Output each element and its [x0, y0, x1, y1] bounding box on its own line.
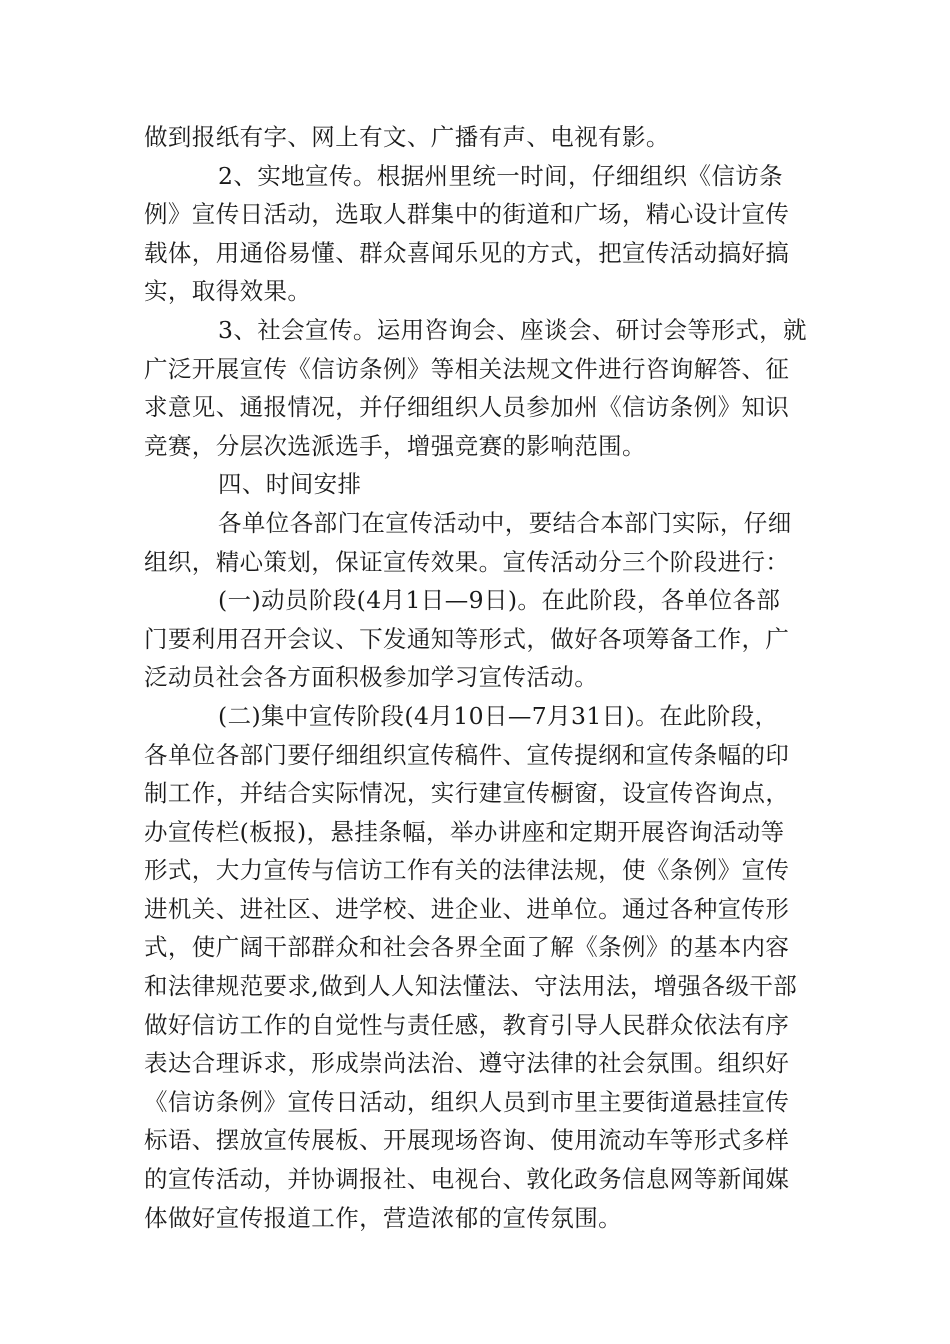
text-line: 做好信访工作的自觉性与责任感，教育引导人民群众依法有序	[144, 1010, 790, 1039]
text-line: 竞赛，分层次选派选手，增强竞赛的影响范围。	[144, 431, 646, 460]
document-body	[144, 118, 806, 1237]
text-line: 例》宣传日活动，选取人群集中的街道和广场，精心设计宣传	[144, 200, 790, 229]
text-line: 门要利用召开会议、下发通知等形式，做好各项筹备工作，广	[144, 624, 790, 653]
text-line: 形式，大力宣传与信访工作有关的法律法规，使《条例》宣传	[144, 856, 790, 885]
text-line: 泛动员社会各方面积极参加学习宣传活动。	[144, 663, 599, 692]
text-line: 实，取得效果。	[144, 277, 312, 306]
text-line: 各单位各部门在宣传活动中，要结合本部门实际，仔细	[218, 508, 792, 537]
text-line: 3、社会宣传。运用咨询会、座谈会、研讨会等形式，就	[218, 315, 807, 344]
text-line: 办宣传栏(板报)，悬挂条幅，举办讲座和定期开展咨询活动等	[144, 817, 785, 846]
text-line: 四、时间安排	[218, 470, 362, 499]
text-line: 求意见、通报情况，并仔细组织人员参加州《信访条例》知识	[144, 393, 790, 422]
text-line: 体做好宣传报道工作，营造浓郁的宣传氛围。	[144, 1203, 622, 1232]
text-line: 各单位各部门要仔细组织宣传稿件、宣传提纲和宣传条幅的印	[144, 740, 790, 769]
text-line: 组织，精心策划，保证宣传效果。宣传活动分三个阶段进行：	[144, 547, 790, 576]
text-line: 做到报纸有字、网上有文、广播有声、电视有影。	[144, 123, 670, 151]
text-line: (二)集中宣传阶段(4月10日—7月31日)。在此阶段，	[218, 701, 779, 730]
text-line: 标语、摆放宣传展板、开展现场咨询、使用流动车等形式多样	[144, 1126, 790, 1155]
text-line: 式，使广阔干部群众和社会各界全面了解《条例》的基本内容	[144, 933, 790, 962]
text-line: 《信访条例》宣传日活动，组织人员到市里主要街道悬挂宣传	[144, 1087, 790, 1116]
text-line: (一)动员阶段(4月1日—9日)。在此阶段，各单位各部	[218, 586, 781, 615]
text-line: 进机关、进社区、进学校、进企业、进单位。通过各种宣传形	[144, 894, 790, 923]
text-line: 2、实地宣传。根据州里统一时间，仔细组织《信访条	[218, 161, 784, 190]
text-line: 和法律规范要求,做到人人知法懂法、守法用法，增强各级干部	[144, 972, 798, 1001]
text-line: 载体，用通俗易懂、群众喜闻乐见的方式，把宣传活动搞好搞	[144, 238, 790, 267]
text-line: 表达合理诉求，形成崇尚法治、遵守法律的社会氛围。组织好	[144, 1049, 790, 1078]
text-line: 的宣传活动，并协调报社、电视台、敦化政务信息网等新闻媒	[144, 1165, 790, 1194]
text-line: 广泛开展宣传《信访条例》等相关法规文件进行咨询解答、征	[144, 354, 790, 383]
text-line: 制工作，并结合实际情况，实行建宣传橱窗，设宣传咨询点，	[144, 779, 790, 808]
